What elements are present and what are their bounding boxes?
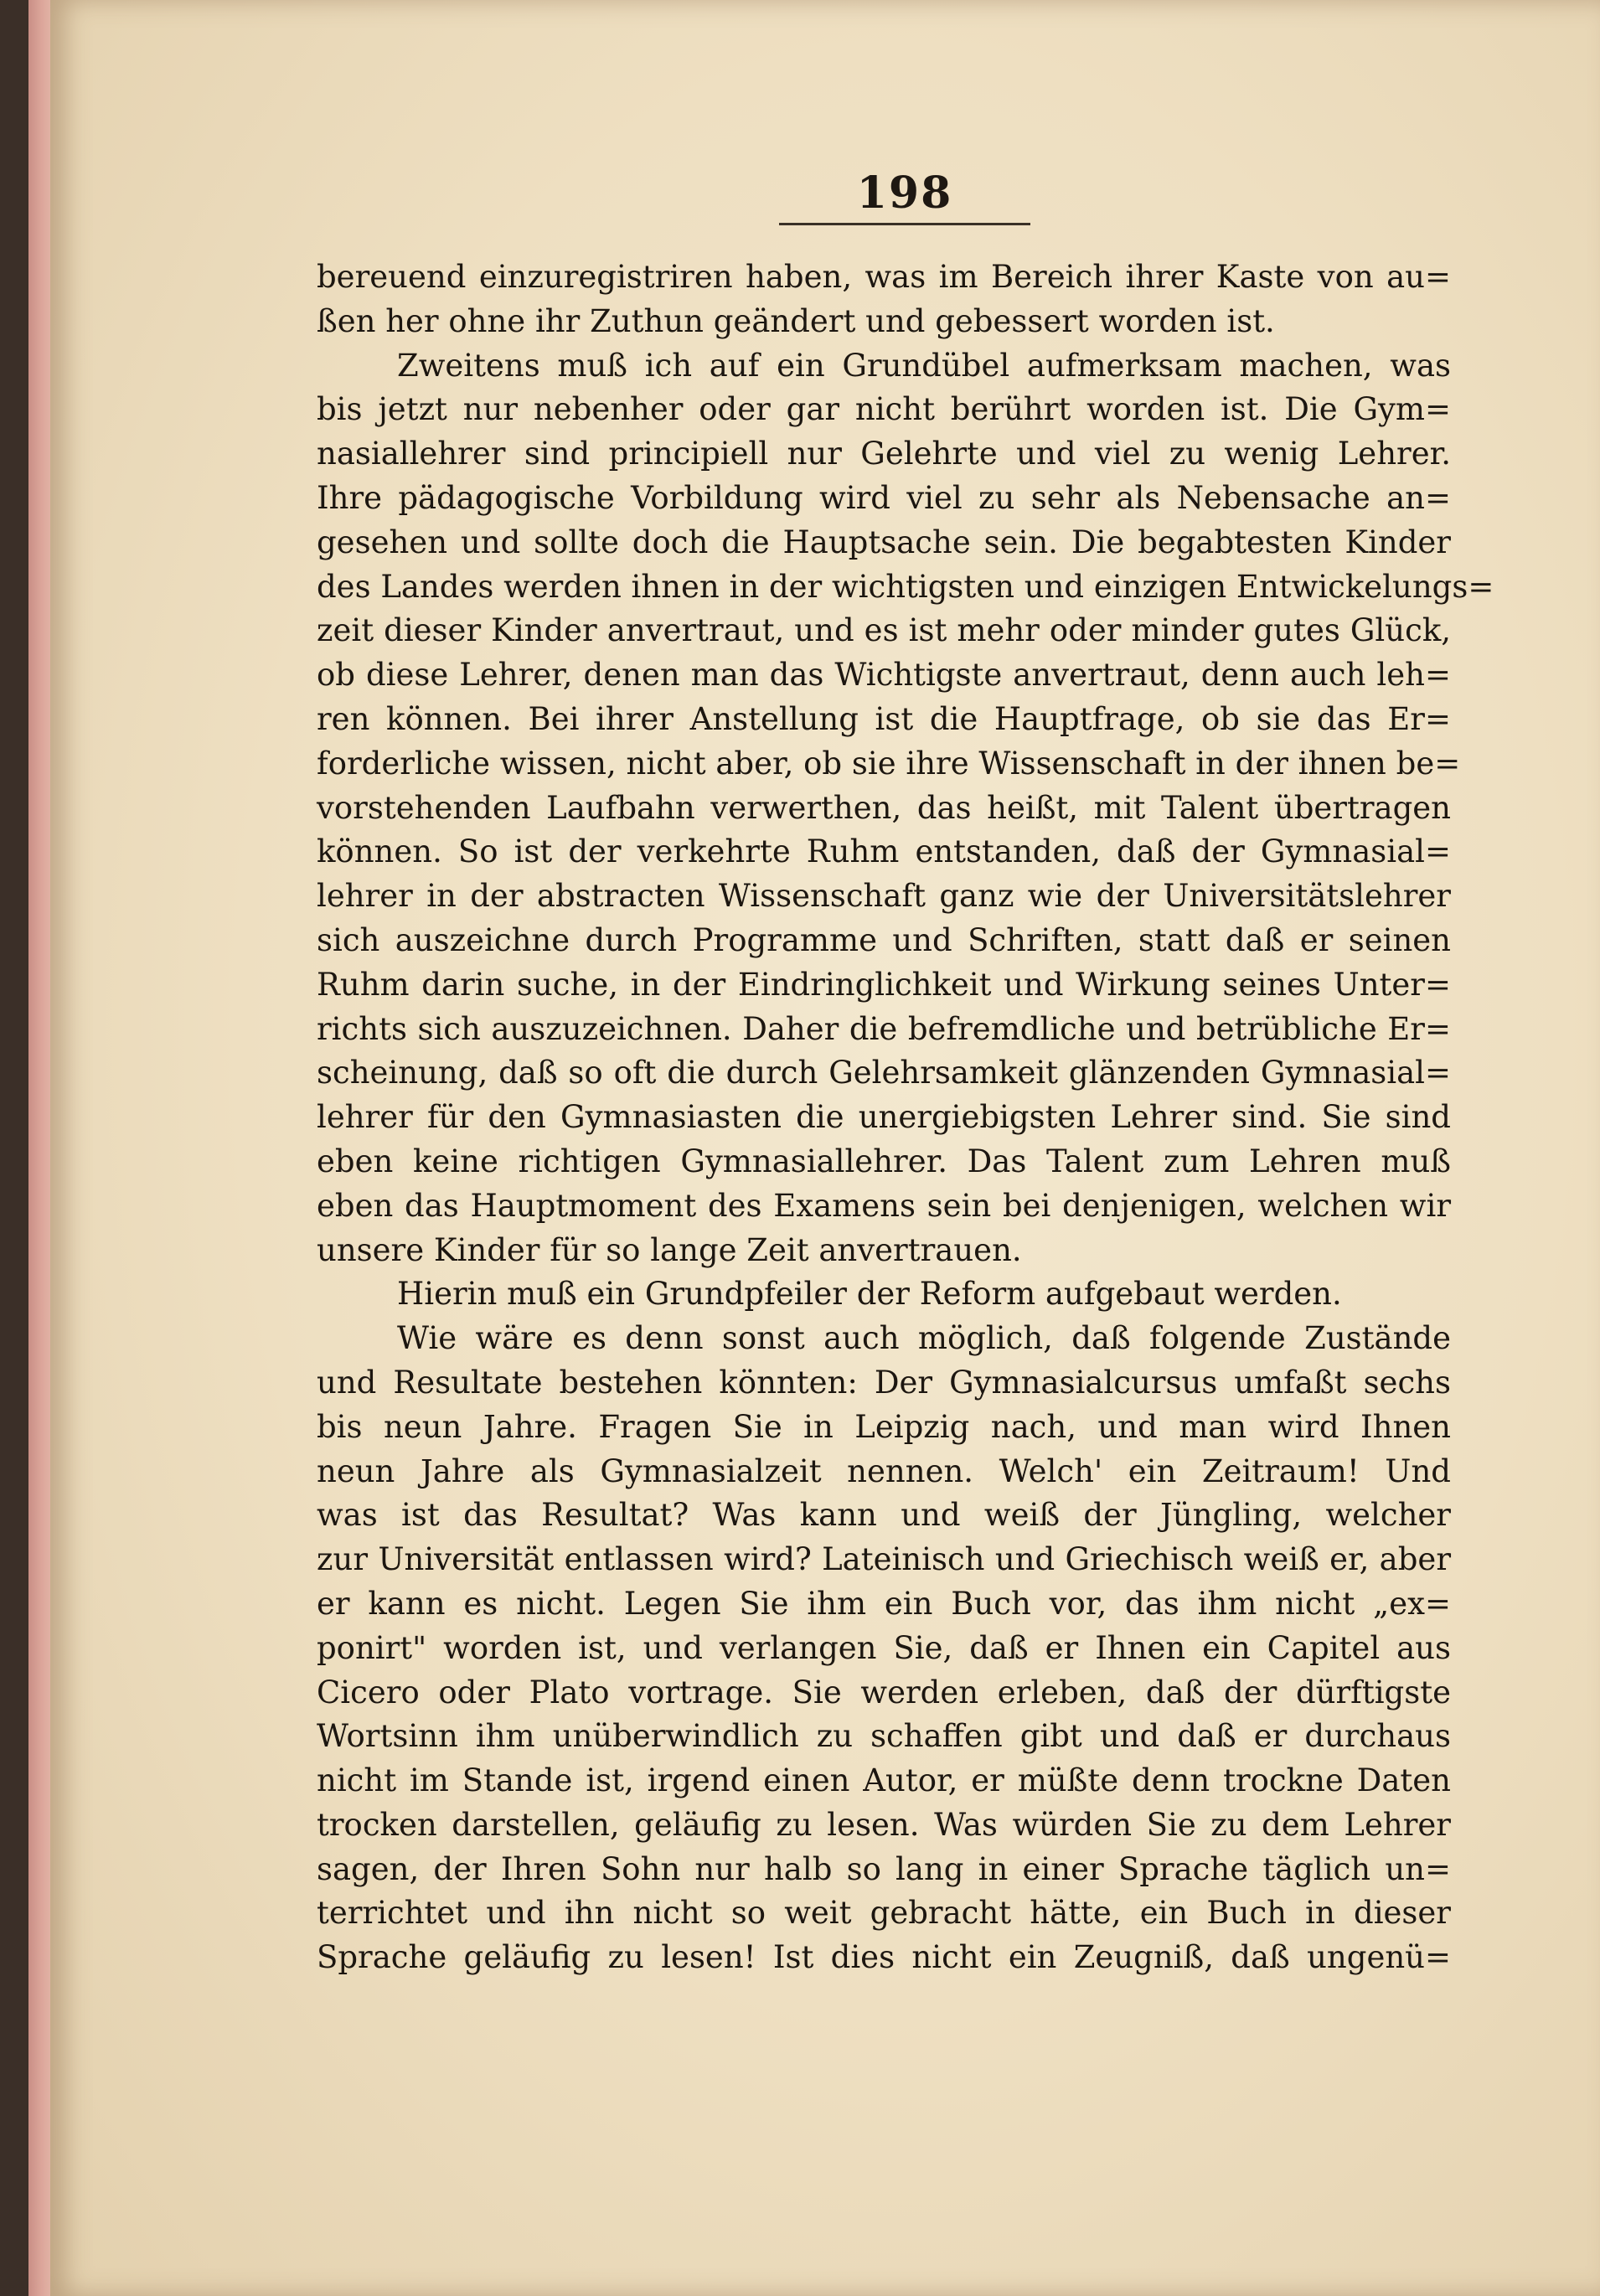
text-line: ren können. Bei ihrer Anstellung ist die Hauptfrage, ob sie das Er= [317,700,1451,737]
text-line: Sprache geläufig zu lesen! Ist dies nicht ein Zeugniß, daß ungenü= [317,1939,1451,1976]
text-line: Ruhm darin suche, in der Eindringlichkeit und Wirkung seines Unter= [317,966,1451,1003]
text-line: bis neun Jahre. Fragen Sie in Leipzig nach, und man wird Ihnen [317,1408,1451,1445]
text-line: Cicero oder Plato vortrage. Sie werden erleben, daß der dürftigste [317,1674,1451,1710]
text-line: nasiallehrer sind principiell nur Gelehrte und viel zu wenig Lehrer. [317,436,1451,472]
text-line: Zweitens muß ich auf ein Grundübel aufmerksam machen, was [397,347,1451,384]
text-line: Wortsinn ihm unüberwindlich zu schaffen gibt und daß er durchaus [317,1718,1451,1755]
text-line: ob diese Lehrer, denen man das Wichtigste anvertraut, denn auch leh= [317,657,1451,694]
text-line: eben keine richtigen Gymnasiallehrer. Das Talent zum Lehren muß [317,1143,1451,1179]
body-text [317,255,1494,1980]
text-line: und Resultate bestehen könnten: Der Gymnasialcursus umfaßt sechs [317,1364,1451,1401]
text-line: nicht im Stande ist, irgend einen Autor, er müßte denn trockne Daten [317,1762,1451,1799]
text-line: sich auszeichne durch Programme und Schriften, statt daß er seinen [317,921,1451,958]
text-line: des Landes werden ihnen in der wichtigsten und einzigen Entwickelungs= [317,568,1494,605]
text-line: er kann es nicht. Legen Sie ihm ein Buch vor, das ihm nicht „ex= [317,1585,1451,1622]
text-line: lehrer in der abstracten Wissenschaft ganz wie der Universitätslehrer [317,878,1451,915]
text-line: ponirt" worden ist, und verlangen Sie, daß er Ihnen ein Capitel aus [317,1629,1451,1666]
text-line: was ist das Resultat? Was kann und weiß der Jüngling, welcher [317,1497,1451,1534]
text-line: trocken darstellen, geläufig zu lesen. Was würden Sie zu dem Lehrer [317,1806,1451,1843]
text-line: sagen, der Ihren Sohn nur halb so lang in einer Sprache täglich un= [317,1850,1451,1887]
header-rule [779,223,1030,225]
text-line: Hierin muß ein Grundpfeiler der Reform aufgebaut werden. [397,1276,1342,1313]
text-line: zeit dieser Kinder anvertraut, und es ist mehr oder minder gutes Glück, [317,612,1451,649]
text-line: unsere Kinder für so lange Zeit anvertrauen. [317,1231,1022,1268]
text-line: eben das Hauptmoment des Examens sein bei denjenigen, welchen wir [317,1187,1451,1224]
text-line: neun Jahre als Gymnasialzeit nennen. Welch' ein Zeitraum! Und [317,1452,1451,1489]
text-line: scheinung, daß so oft die durch Gelehrsamkeit glänzenden Gymnasial= [317,1055,1451,1091]
text-line: gesehen und sollte doch die Hauptsache sein. Die begabtesten Kinder [317,524,1451,560]
text-line: terrichtet und ihn nicht so weit gebracht hätte, ein Buch in dieser [317,1895,1451,1932]
text-line: zur Universität entlassen wird? Lateinisch und Griechisch weiß er, aber [317,1541,1451,1578]
text-line: können. So ist der verkehrte Ruhm entstanden, daß der Gymnasial= [317,833,1451,870]
text-line: lehrer für den Gymnasiasten die unergiebigsten Lehrer sind. Sie sind [317,1099,1451,1136]
text-line: bis jetzt nur nebenher oder gar nicht berührt worden ist. Die Gym= [317,391,1451,428]
text-line: forderliche wissen, nicht aber, ob sie ihre Wissenschaft in der ihnen be= [317,745,1461,782]
text-line: bereuend einzuregistriren haben, was im Bereich ihrer Kaste von au= [317,259,1451,295]
text-line: richts sich auszuzeichnen. Daher die befremdliche und betrübliche Er= [317,1010,1451,1047]
text-line: Wie wäre es denn sonst auch möglich, daß folgende Zustände [397,1320,1451,1357]
page-number: 198 [856,168,953,219]
text-line: ßen her ohne ihr Zuthun geändert und gebessert worden ist. [317,302,1275,339]
text-line: vorstehenden Laufbahn verwerthen, das heißt, mit Talent übertragen [317,789,1451,826]
text-line: Ihre pädagogische Vorbildung wird viel zu sehr als Nebensache an= [317,479,1451,516]
